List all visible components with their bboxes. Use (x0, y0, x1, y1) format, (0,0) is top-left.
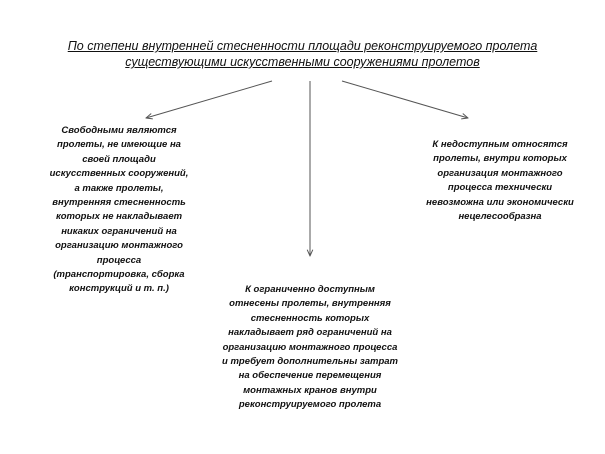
box-line: и требует дополнительны затрат (222, 356, 398, 368)
box-line: Свободными являются (61, 125, 177, 136)
box-line: организация монтажного (437, 167, 563, 179)
category-free-spans (30, 124, 208, 297)
box-line: организацию монтажного процесса (222, 341, 398, 353)
box-line: невозможна или экономически (426, 196, 574, 208)
box-line: своей площади (82, 153, 156, 165)
box-line: К ограниченно доступным (245, 284, 375, 295)
box-line: процесса технически (447, 182, 553, 194)
box-line: а также пролеты, (74, 182, 164, 194)
box-line: пролеты, не имеющие на (57, 139, 181, 151)
box-line: процесса (96, 254, 142, 266)
box-line: пролеты, внутри которых (433, 153, 567, 165)
box-line: никаких ограничений на (61, 225, 177, 237)
box-line: отнесены пролеты, внутренняя (229, 298, 391, 310)
category-limited-access-spans (196, 283, 424, 413)
title-line: По степени внутренней стесненности площади реконструируемого пролета (67, 39, 538, 53)
box-line: накладывает ряд ограничений на (228, 327, 392, 339)
box-line: искусственных сооружений, (49, 168, 189, 180)
box-line: на обеспечение перемещения (238, 370, 382, 382)
box-line: монтажных кранов внутри (243, 384, 377, 396)
box-line: К недоступным относятся (432, 139, 568, 150)
category-inaccessible-spans (400, 138, 600, 224)
box-line: реконструируемого пролета (238, 399, 382, 411)
box-line: которых не накладывает (55, 211, 183, 223)
box-line: (транспортировка, сборка (53, 269, 185, 281)
box-line: внутренняя стесненность (52, 197, 186, 209)
box-line: организацию монтажного (55, 240, 183, 252)
title-line: существующими искусственными сооружениями пролетов (125, 55, 480, 69)
arrow-to-left-box (146, 81, 272, 118)
arrow-to-right-box (342, 81, 468, 118)
box-line: стесненность которых (250, 312, 370, 324)
box-line: конструкций и т. п.) (69, 283, 169, 295)
box-line: нецелесообразна (458, 211, 542, 223)
